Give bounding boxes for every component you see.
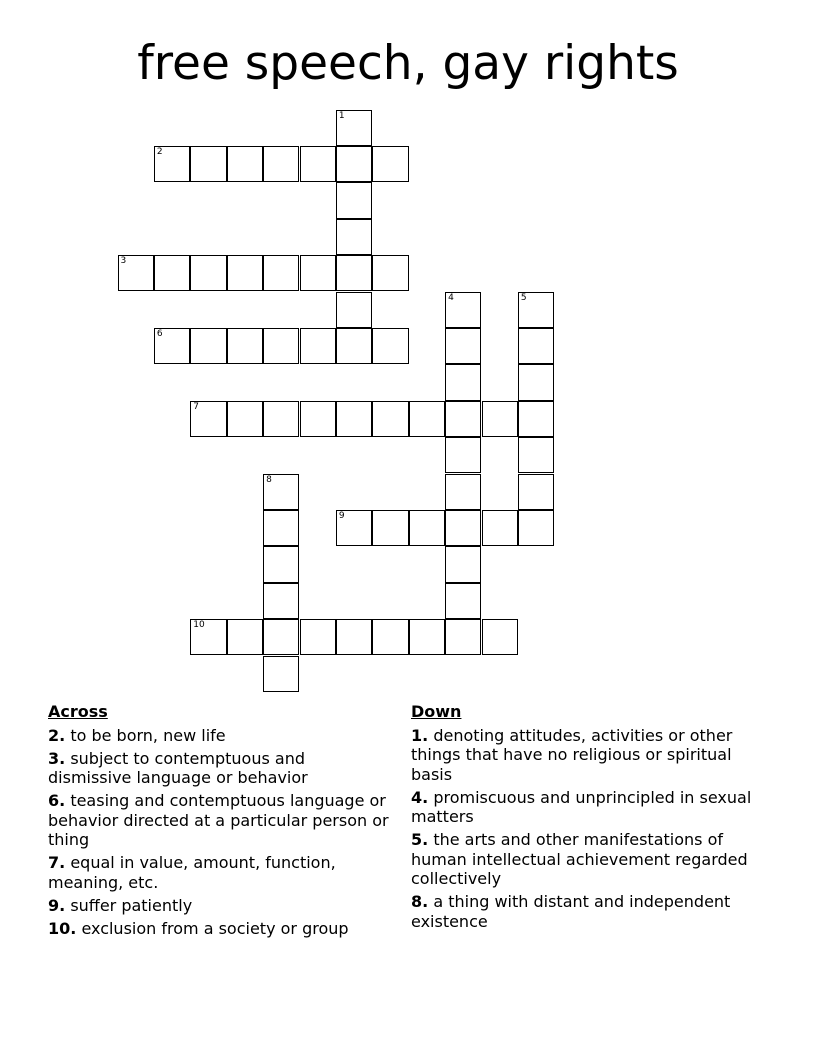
grid-cell[interactable]: [409, 510, 445, 546]
clue-number: 7.: [48, 853, 66, 872]
clue-number: 3.: [48, 748, 66, 768]
grid-cell[interactable]: [300, 619, 336, 655]
clue-text: exclusion from a society or group: [81, 918, 349, 938]
grid-cell[interactable]: [190, 401, 226, 437]
grid-cell[interactable]: [336, 219, 372, 255]
across-clues: [48, 702, 393, 942]
grid-cell[interactable]: [227, 328, 263, 364]
clue-number: 10.: [48, 918, 77, 938]
grid-cell[interactable]: [263, 401, 299, 437]
grid-cell[interactable]: [336, 510, 372, 546]
across-clue: [48, 749, 393, 788]
grid-cell[interactable]: [409, 401, 445, 437]
grid-cell[interactable]: [190, 619, 226, 655]
across-clue: [48, 726, 393, 746]
grid-cell[interactable]: [263, 656, 299, 692]
grid-cell[interactable]: [518, 401, 554, 437]
grid-cell[interactable]: [263, 328, 299, 364]
grid-cell[interactable]: [482, 401, 518, 437]
grid-cell[interactable]: [300, 401, 336, 437]
grid-cell[interactable]: [227, 146, 263, 182]
cell-number: 9: [338, 510, 345, 521]
cell-number: 8: [266, 474, 272, 485]
clue-text: a thing with distant and independent existence: [411, 892, 731, 931]
clue-text: to be born, new life: [70, 725, 226, 745]
grid-cell[interactable]: [263, 510, 299, 546]
grid-cell[interactable]: [372, 255, 408, 291]
clue-text: equal in value, amount, function, meaning, etc.: [48, 853, 336, 892]
down-clue: [411, 726, 761, 785]
grid-cell[interactable]: [482, 619, 518, 655]
clue-number: 2.: [48, 725, 66, 745]
across-heading: Across: [48, 702, 108, 721]
grid-cell[interactable]: [154, 255, 190, 291]
cell-number: 5: [520, 292, 527, 303]
down-clue: [411, 788, 761, 827]
grid-cell[interactable]: [190, 255, 226, 291]
across-clue: [48, 896, 393, 916]
down-clue: [411, 892, 761, 931]
grid-cell[interactable]: [445, 510, 481, 546]
cell-number: 7: [193, 401, 200, 412]
grid-cell[interactable]: [336, 146, 372, 182]
grid-cell[interactable]: [300, 328, 336, 364]
grid-cell[interactable]: [190, 328, 226, 364]
grid-cell[interactable]: [227, 255, 263, 291]
grid-cell[interactable]: [263, 146, 299, 182]
cell-number: 4: [448, 292, 454, 303]
grid-cell[interactable]: [445, 437, 481, 473]
grid-cell[interactable]: [372, 328, 408, 364]
clue-number: 6.: [48, 791, 66, 810]
grid-cell[interactable]: [263, 474, 299, 510]
grid-cell[interactable]: [372, 146, 408, 182]
down-clue: [411, 830, 761, 889]
cell-number: 6: [156, 328, 163, 339]
grid-cell[interactable]: [445, 474, 481, 510]
grid-cell[interactable]: [372, 619, 408, 655]
grid-cell[interactable]: [445, 546, 481, 582]
down-clues: [411, 702, 761, 935]
grid-cell[interactable]: [445, 401, 481, 437]
grid-cell[interactable]: [518, 292, 554, 328]
clue-number: 5.: [411, 830, 429, 849]
grid-cell[interactable]: [518, 328, 554, 364]
grid-cell[interactable]: [336, 619, 372, 655]
grid-cell[interactable]: [336, 401, 372, 437]
grid-cell[interactable]: [336, 328, 372, 364]
grid-cell[interactable]: [445, 583, 481, 619]
grid-cell[interactable]: [518, 474, 554, 510]
across-clue: [48, 853, 393, 892]
cell-number: 3: [120, 256, 127, 267]
grid-cell[interactable]: [263, 546, 299, 582]
grid-cell[interactable]: [263, 255, 299, 291]
grid-cell[interactable]: [445, 619, 481, 655]
cell-number: 2: [156, 146, 163, 157]
grid-cell[interactable]: [518, 437, 554, 473]
clue-number: 1.: [411, 725, 429, 745]
grid-cell[interactable]: [336, 255, 372, 291]
across-clue: [48, 919, 393, 939]
grid-cell[interactable]: [300, 146, 336, 182]
clue-number: 8.: [411, 892, 429, 911]
page-title: free speech, gay rights: [137, 36, 679, 91]
grid-cell[interactable]: [118, 255, 154, 291]
grid-cell[interactable]: [372, 510, 408, 546]
grid-cell[interactable]: [372, 401, 408, 437]
across-clue: [48, 791, 393, 850]
grid-cell[interactable]: [227, 401, 263, 437]
grid-cell[interactable]: [154, 146, 190, 182]
grid-cell[interactable]: [263, 583, 299, 619]
grid-cell[interactable]: [482, 510, 518, 546]
clue-text: teasing and contemptuous language or behavior directed at a particular person or thing: [48, 791, 389, 849]
cell-number: 10: [193, 620, 205, 631]
clue-text: promiscuous and unprincipled in sexual matters: [411, 787, 752, 826]
grid-cell[interactable]: [445, 364, 481, 400]
clue-text: subject to contemptuous and dismissive language or behavior: [48, 748, 308, 787]
grid-cell[interactable]: [190, 146, 226, 182]
grid-cell[interactable]: [409, 619, 445, 655]
clue-text: suffer patiently: [70, 895, 193, 915]
grid-cell[interactable]: [445, 328, 481, 364]
grid-cell[interactable]: [227, 619, 263, 655]
clue-number: 9.: [48, 895, 66, 915]
grid-cell[interactable]: [518, 510, 554, 546]
clue-number: 4.: [411, 787, 429, 807]
cell-number: 1: [338, 110, 345, 121]
grid-cell[interactable]: [336, 182, 372, 218]
grid-cell[interactable]: [263, 619, 299, 655]
grid-cell[interactable]: [154, 328, 190, 364]
grid-cell[interactable]: [300, 255, 336, 291]
grid-cell[interactable]: [445, 292, 481, 328]
down-heading: Down: [411, 702, 462, 721]
grid-cell[interactable]: [518, 364, 554, 400]
grid-cell[interactable]: [336, 292, 372, 328]
clue-text: the arts and other manifestations of human intellectual achievement regarded collectively: [411, 830, 748, 888]
clue-text: denoting attitudes, activities or other things that have no religious or spiritual basis: [411, 725, 733, 784]
grid-cell[interactable]: [336, 110, 372, 146]
